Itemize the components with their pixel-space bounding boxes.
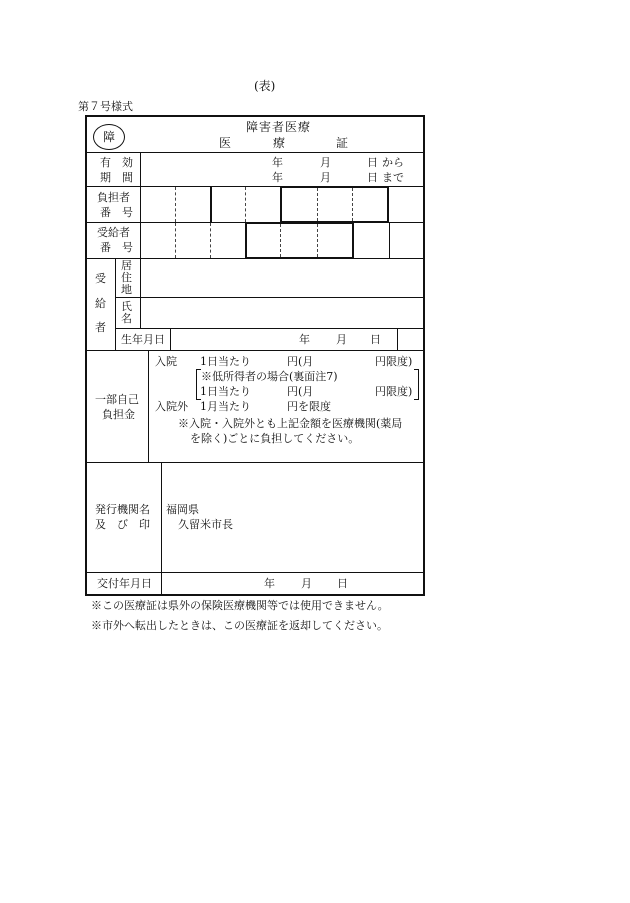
birthdate-label: 生年月日 bbox=[121, 333, 165, 346]
column-divider bbox=[140, 259, 141, 328]
validity-to-day: 日 bbox=[367, 171, 378, 184]
recipient-number-label-line1: 受給者 bbox=[97, 226, 130, 239]
inpatient-label: 入院 bbox=[155, 355, 177, 368]
name-label-char-2: 名 bbox=[121, 312, 132, 325]
form-number: 第７号様式 bbox=[78, 100, 133, 113]
copay-note-line2: を除く)ごとに負担してください。 bbox=[190, 432, 360, 445]
birth-year-unit: 年 bbox=[299, 333, 310, 346]
column-divider bbox=[148, 351, 149, 462]
validity-from-month: 月 bbox=[320, 156, 331, 169]
validity-label-line1: 有 効 bbox=[100, 156, 133, 169]
address-label-char-1: 居 bbox=[121, 259, 132, 272]
payer-number-label-line2: 番 号 bbox=[100, 206, 133, 219]
row-divider bbox=[86, 572, 424, 573]
card-title-char-1: 医 bbox=[219, 136, 232, 150]
issuer-prefecture: 福岡県 bbox=[166, 503, 199, 516]
inpatient-limit: 円限度) bbox=[375, 355, 413, 368]
card-title-char-2: 療 bbox=[273, 136, 286, 150]
payer-number-emphasis-box bbox=[280, 186, 389, 223]
inpatient-yen: 円(月 bbox=[287, 355, 314, 368]
digit-divider bbox=[317, 188, 318, 221]
issue-year-unit: 年 bbox=[264, 577, 275, 590]
recipient-number-emphasis-box bbox=[245, 222, 354, 259]
issue-day-unit: 日 bbox=[337, 577, 348, 590]
validity-to-suffix: まで bbox=[382, 171, 404, 184]
column-divider bbox=[170, 329, 171, 350]
digit-divider-bold bbox=[210, 186, 212, 222]
column-divider bbox=[140, 153, 141, 258]
payer-number-label-line1: 負担者 bbox=[97, 191, 130, 204]
recipient-number-label-line2: 番 号 bbox=[100, 241, 133, 254]
birth-day-unit: 日 bbox=[370, 333, 381, 346]
issuer-label-line2: 及 び 印 bbox=[95, 518, 150, 531]
outpatient-per-month: 1月当たり bbox=[200, 400, 251, 413]
card-title-char-3: 証 bbox=[336, 136, 349, 150]
issuer-label-line1: 発行機関名 bbox=[95, 503, 150, 516]
seal-character: 障 bbox=[103, 130, 116, 144]
digit-divider bbox=[280, 224, 281, 257]
recipient-group-char-1: 受 bbox=[95, 272, 106, 285]
issuer-mayor: 久留米市長 bbox=[178, 518, 233, 531]
copay-note-line1: ※入院・入院外とも上記金額を医療機関(薬局 bbox=[178, 417, 403, 430]
low-income-per-day: 1日当たり bbox=[200, 385, 251, 398]
row-divider bbox=[115, 297, 424, 298]
digit-divider bbox=[389, 223, 390, 258]
row-divider bbox=[86, 462, 424, 463]
validity-from-day: 日 bbox=[367, 156, 378, 169]
outpatient-label: 入院外 bbox=[155, 400, 188, 413]
validity-from-year: 年 bbox=[272, 156, 283, 169]
row-divider bbox=[86, 350, 424, 351]
footnote-out-of-prefecture: ※この医療証は県外の保険医療機関等では使用できません。 bbox=[91, 599, 389, 612]
copay-label-line2: 負担金 bbox=[102, 408, 135, 421]
issue-date-label: 交付年月日 bbox=[97, 577, 152, 590]
column-divider bbox=[397, 329, 398, 350]
low-income-yen: 円(月 bbox=[287, 385, 314, 398]
low-income-note: ※低所得者の場合(裏面注7) bbox=[201, 370, 338, 383]
address-label-char-2: 住 bbox=[121, 271, 132, 284]
recipient-group-char-2: 給 bbox=[95, 297, 106, 310]
low-income-limit: 円限度) bbox=[375, 385, 413, 398]
right-bracket bbox=[414, 369, 419, 400]
address-label-char-3: 地 bbox=[121, 283, 132, 296]
validity-to-month: 月 bbox=[320, 171, 331, 184]
row-divider bbox=[86, 152, 424, 153]
digit-divider bbox=[175, 223, 176, 258]
digit-divider bbox=[175, 187, 176, 222]
validity-to-year: 年 bbox=[272, 171, 283, 184]
validity-from-suffix: から bbox=[382, 156, 404, 169]
digit-divider bbox=[352, 188, 353, 221]
side-label: (表) bbox=[254, 79, 276, 93]
digit-divider bbox=[245, 187, 246, 222]
copay-label-line1: 一部自己 bbox=[95, 393, 139, 406]
issue-month-unit: 月 bbox=[301, 577, 312, 590]
footnote-return-card: ※市外へ転出したときは、この医療証を返却してください。 bbox=[91, 619, 388, 632]
validity-label-line2: 期 間 bbox=[100, 171, 133, 184]
name-label-char-1: 氏 bbox=[121, 300, 132, 313]
outpatient-limit: 円を限度 bbox=[287, 400, 331, 413]
digit-divider bbox=[210, 223, 211, 258]
card-title-line1: 障害者医療 bbox=[246, 120, 312, 134]
recipient-group-char-3: 者 bbox=[95, 321, 106, 334]
birth-month-unit: 月 bbox=[336, 333, 347, 346]
inpatient-per-day: 1日当たり bbox=[200, 355, 251, 368]
row-divider bbox=[115, 328, 424, 329]
column-divider bbox=[161, 463, 162, 595]
digit-divider bbox=[317, 224, 318, 257]
column-divider bbox=[115, 259, 116, 350]
